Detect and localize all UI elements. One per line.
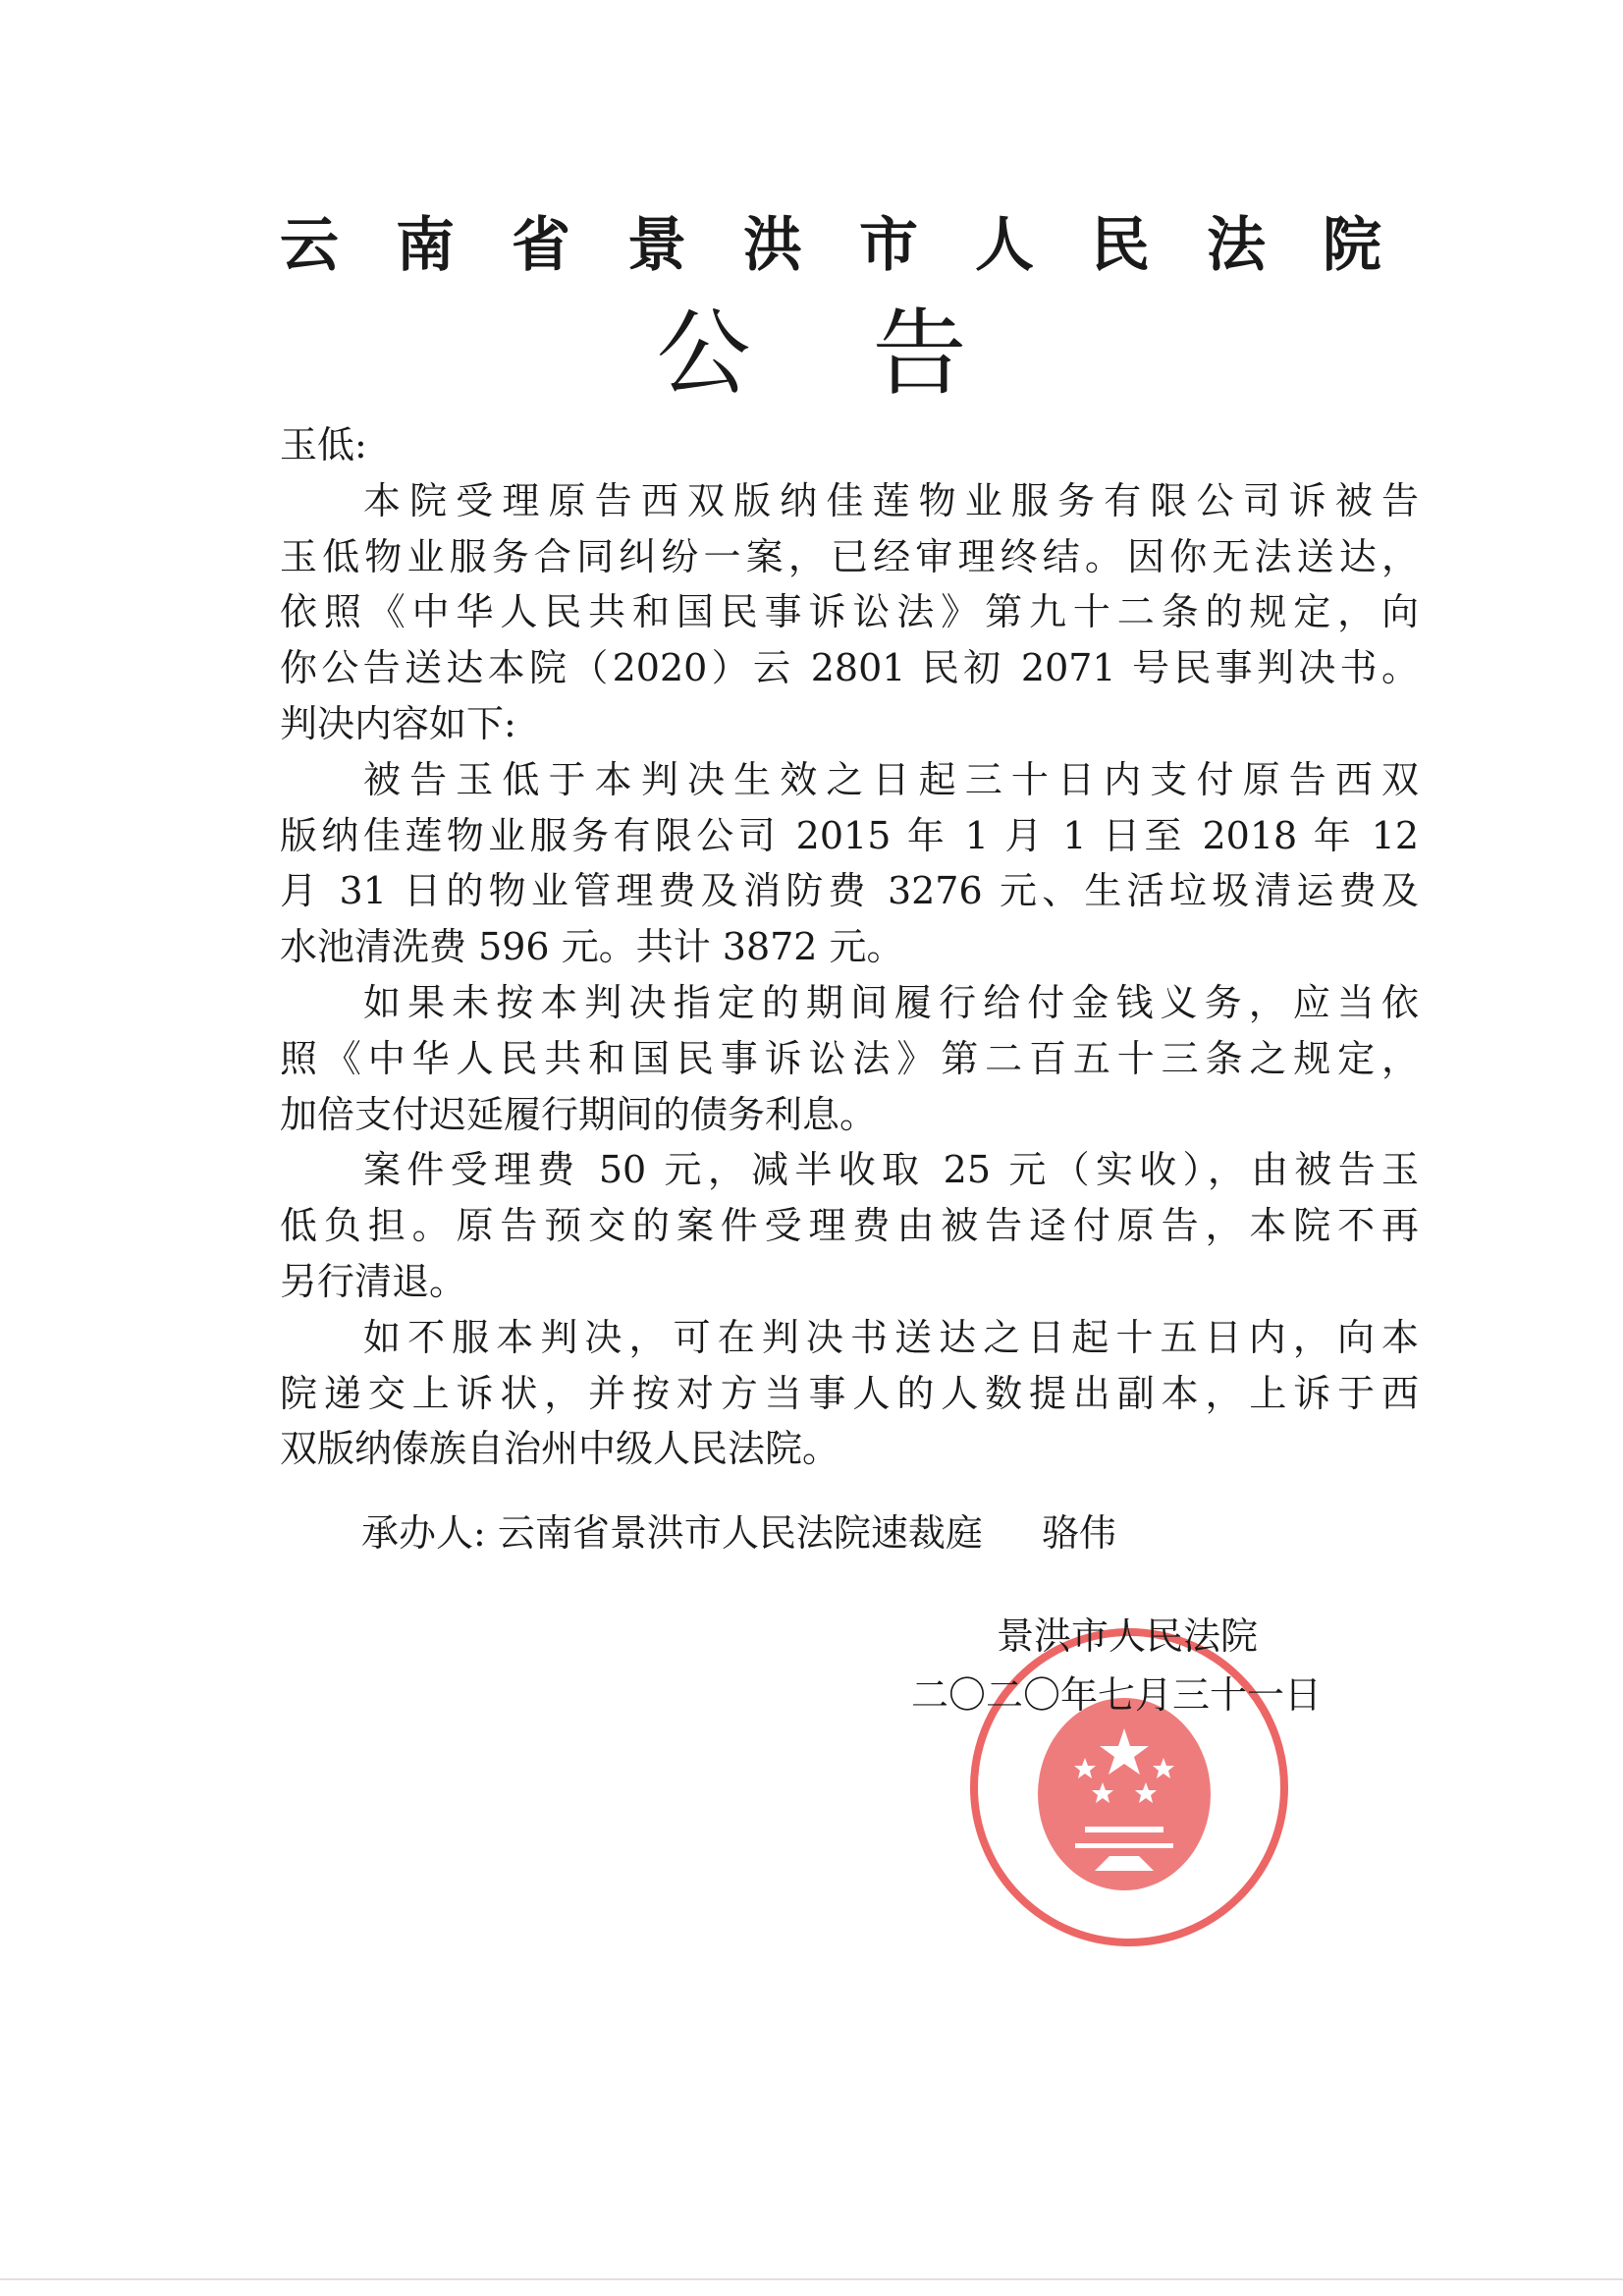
- scan-edge-line: [0, 2278, 1623, 2280]
- handler-department: 云南省景洪市人民法院速裁庭: [497, 1511, 983, 1555]
- notice-title: [0, 300, 1623, 408]
- notice-title-char: 告: [872, 299, 967, 409]
- body-line: 水池清洗费 596 元。共计 3872 元。: [280, 925, 904, 969]
- body-line: 如果未按本判决指定的期间履行给付金钱义务，应当依: [363, 980, 1419, 1024]
- body-line: 本院受理原告西双版纳佳莲物业服务有限公司诉被告: [363, 478, 1419, 522]
- body-line: 你公告送达本院（2020）云 2801 民初 2071 号民事判决书。: [280, 646, 1419, 690]
- handler-label: 承办人:: [361, 1511, 486, 1555]
- body-line: 依照《中华人民共和国民事诉讼法》第九十二条的规定，向: [280, 590, 1419, 634]
- signing-date: 二〇二〇年七月三十一日: [911, 1673, 1323, 1717]
- body-line: 月 31 日的物业管理费及消防费 3276 元、生活垃圾清运费及: [280, 869, 1419, 913]
- body-line: 如不服本判决，可在判决书送达之日起十五日内，向本: [363, 1315, 1419, 1359]
- body-line: 被告玉低于本判决生效之日起三十日内支付原告西双: [363, 757, 1419, 801]
- body-line: 照《中华人民共和国民事诉讼法》第二百五十三条之规定，: [280, 1036, 1419, 1080]
- body-line: 低负担。原告预交的案件受理费由被告迳付原告，本院不再: [280, 1204, 1419, 1248]
- body-line: 另行清退。: [280, 1259, 467, 1303]
- salutation: 玉低:: [280, 423, 367, 466]
- body-line: 版纳佳莲物业服务有限公司 2015 年 1 月 1 日至 2018 年 12: [280, 813, 1419, 857]
- body-line: 院递交上诉状，并按对方当事人的人数提出副本，上诉于西: [280, 1371, 1419, 1415]
- body-line: 加倍支付迟延履行期间的债务利息。: [280, 1092, 878, 1136]
- notice-body: [280, 417, 1419, 1477]
- handler-name: 骆伟: [1041, 1511, 1116, 1555]
- body-line: 判决内容如下:: [280, 701, 516, 745]
- body-line: 玉低物业服务合同纠纷一案，已经审理终结。因你无法送达，: [280, 534, 1419, 578]
- body-line: 双版纳傣族自治州中级人民法院。: [280, 1427, 840, 1471]
- notice-title-char: 公: [656, 299, 751, 409]
- signing-court: 景洪市人民法院: [997, 1614, 1259, 1658]
- handler-line: [361, 1503, 1116, 1557]
- court-name-heading: 云南省景洪市人民法院: [280, 211, 1438, 280]
- body-line: 案件受理费 50 元，减半收取 25 元（实收），由被告玉: [363, 1148, 1419, 1192]
